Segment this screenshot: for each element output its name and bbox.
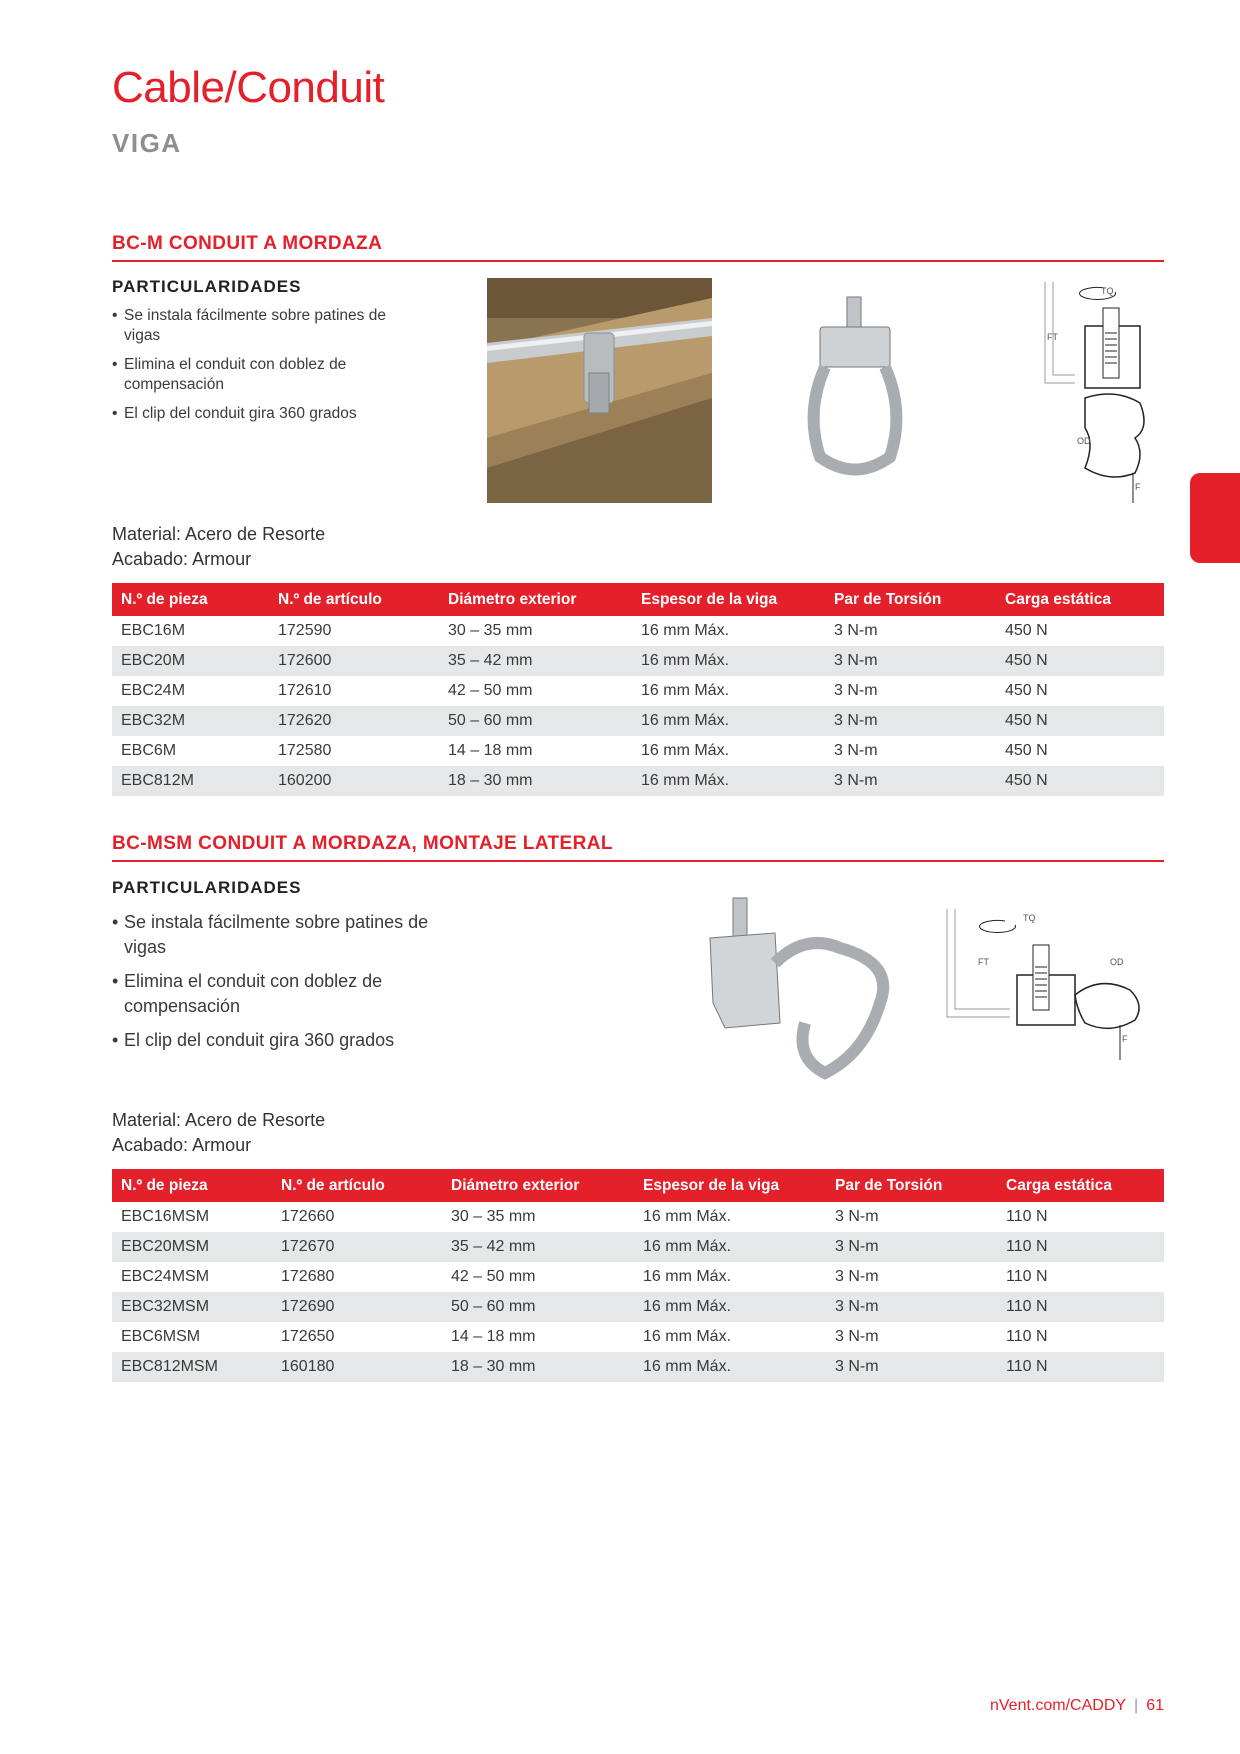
spec-table-bc-msm xyxy=(112,1169,1164,1382)
table-cell: EBC24M xyxy=(121,682,186,699)
table-cell: 3 N-m xyxy=(834,682,878,699)
page-footer xyxy=(990,1697,1164,1715)
column-header: Diámetro exterior xyxy=(439,583,632,616)
table-cell: 110 N xyxy=(997,1292,1164,1322)
table-row xyxy=(112,1232,1164,1262)
diagram-label-tq: TQ xyxy=(1023,913,1036,923)
table-cell: 16 mm Máx. xyxy=(632,766,825,796)
finish-text: Acabado: Armour xyxy=(112,549,252,569)
installed-product-photo xyxy=(487,278,712,503)
table-cell: EBC20M xyxy=(112,646,269,676)
table-cell: 16 mm Máx. xyxy=(634,1292,826,1322)
table-row xyxy=(112,736,1164,766)
features-title: PARTICULARIDADES xyxy=(112,878,302,897)
material-text: Material: Acero de Resorte xyxy=(112,524,326,544)
table-cell: 16 mm Máx. xyxy=(643,1208,732,1225)
table-cell: EBC6MSM xyxy=(121,1328,201,1345)
table-cell: 172620 xyxy=(269,706,439,736)
features-list xyxy=(112,306,414,433)
diagram-label-od: OD xyxy=(1110,957,1124,967)
column-header: N.º de artículo xyxy=(272,1169,442,1202)
table-row xyxy=(112,1202,1164,1232)
table-cell: 160180 xyxy=(272,1352,442,1382)
table-header-row xyxy=(112,583,1164,616)
table-cell: 172600 xyxy=(269,646,439,676)
table-cell: 110 N xyxy=(1006,1268,1048,1285)
table-cell: 110 N xyxy=(1006,1208,1048,1225)
table-cell: 16 mm Máx. xyxy=(643,1328,732,1345)
table-cell: 18 – 30 mm xyxy=(442,1352,634,1382)
table-cell: 16 mm Máx. xyxy=(634,1352,826,1382)
page-number: 61 xyxy=(1146,1697,1164,1714)
table-cell: 50 – 60 mm xyxy=(442,1292,634,1322)
table-cell: EBC6M xyxy=(121,742,177,759)
footer-site-link[interactable]: nVent.com/CADDY xyxy=(989,1697,1127,1714)
table-cell: EBC16MSM xyxy=(121,1208,210,1225)
table-cell: 16 mm Máx. xyxy=(643,1268,732,1285)
column-header: Par de Torsión xyxy=(826,1169,997,1202)
material-text: Material: Acero de Resorte xyxy=(112,1110,326,1130)
diagram-label-od: OD xyxy=(1077,436,1091,446)
diagram-label-tq: TQ xyxy=(1101,286,1114,296)
table-cell: 16 mm Máx. xyxy=(641,682,730,699)
table-row xyxy=(112,706,1164,736)
table-cell: 3 N-m xyxy=(826,1352,997,1382)
bc-m-technical-diagram xyxy=(1025,278,1160,508)
table-cell: 3 N-m xyxy=(835,1208,879,1225)
table-cell: 16 mm Máx. xyxy=(641,742,730,759)
table-cell: 3 N-m xyxy=(825,646,996,676)
column-header: Diámetro exterior xyxy=(442,1169,634,1202)
table-cell: EBC24MSM xyxy=(121,1268,210,1285)
table-cell: 42 – 50 mm xyxy=(448,682,533,699)
table-cell: 3 N-m xyxy=(825,766,996,796)
diagram-label-f: F xyxy=(1135,482,1141,492)
column-header: Espesor de la viga xyxy=(632,583,825,616)
feature-item: • Elimina el conduit con doblez de compensación xyxy=(112,969,444,1019)
column-header: Espesor de la viga xyxy=(634,1169,826,1202)
table-cell: 14 – 18 mm xyxy=(451,1328,536,1345)
column-header: N.º de pieza xyxy=(112,583,269,616)
table-header-row xyxy=(112,1169,1164,1202)
table-cell: 110 N xyxy=(997,1352,1164,1382)
table-row xyxy=(112,646,1164,676)
column-header: N.º de pieza xyxy=(112,1169,272,1202)
table-cell: 172580 xyxy=(278,742,332,759)
table-cell: 450 N xyxy=(1005,622,1048,639)
table-cell: 16 mm Máx. xyxy=(632,706,825,736)
table-cell: 450 N xyxy=(996,646,1164,676)
table-cell: 3 N-m xyxy=(835,1328,879,1345)
column-header: Carga estática xyxy=(997,1169,1164,1202)
table-cell: 450 N xyxy=(1005,682,1048,699)
table-row xyxy=(112,616,1164,646)
column-header: N.º de artículo xyxy=(269,583,439,616)
table-cell: EBC16M xyxy=(121,622,186,639)
table-cell: 16 mm Máx. xyxy=(632,646,825,676)
table-cell: 450 N xyxy=(1005,742,1048,759)
table-cell: 172590 xyxy=(278,622,332,639)
table-cell: 16 mm Máx. xyxy=(641,622,730,639)
table-cell: EBC32MSM xyxy=(112,1292,272,1322)
table-cell: 172690 xyxy=(272,1292,442,1322)
table-row xyxy=(112,1262,1164,1292)
finish-text: Acabado: Armour xyxy=(112,1135,252,1155)
feature-item: • El clip del conduit gira 360 grados xyxy=(112,1028,444,1053)
table-cell: 172680 xyxy=(281,1268,335,1285)
feature-item: • Se instala fácilmente sobre patines de vigas xyxy=(112,910,444,960)
table-cell: 110 N xyxy=(1006,1328,1048,1345)
table-cell: EBC812M xyxy=(112,766,269,796)
table-cell: 42 – 50 mm xyxy=(451,1268,536,1285)
table-cell: 50 – 60 mm xyxy=(439,706,632,736)
feature-item: • Elimina el conduit con doblez de compensación xyxy=(112,355,414,395)
section-heading-bc-m: BC-M CONDUIT A MORDAZA xyxy=(112,233,1164,262)
table-cell: 30 – 35 mm xyxy=(451,1208,536,1225)
table-row xyxy=(112,676,1164,706)
section-side-tab xyxy=(1190,473,1240,563)
table-cell: 3 N-m xyxy=(826,1292,997,1322)
table-cell: 172670 xyxy=(272,1232,442,1262)
feature-item: • El clip del conduit gira 360 grados xyxy=(112,404,414,424)
table-row xyxy=(112,1292,1164,1322)
table-cell: 30 – 35 mm xyxy=(448,622,533,639)
table-cell: EBC812MSM xyxy=(112,1352,272,1382)
table-cell: 35 – 42 mm xyxy=(439,646,632,676)
feature-item: • Se instala fácilmente sobre patines de vigas xyxy=(112,306,414,346)
bc-msm-technical-diagram xyxy=(945,905,1160,1065)
section-heading-bc-msm: BC-MSM CONDUIT A MORDAZA, MONTAJE LATERAL xyxy=(112,833,1164,862)
diagram-label-ft: FT xyxy=(978,957,989,967)
table-cell: 3 N-m xyxy=(826,1232,997,1262)
table-cell: 3 N-m xyxy=(834,742,878,759)
table-row xyxy=(112,766,1164,796)
diagram-label-f: F xyxy=(1122,1034,1128,1044)
table-cell: 18 – 30 mm xyxy=(439,766,632,796)
footer-separator: | xyxy=(1134,1697,1139,1714)
page-subtitle: VIGA xyxy=(112,128,182,158)
table-cell: EBC20MSM xyxy=(112,1232,272,1262)
table-cell: 172610 xyxy=(278,682,332,699)
diagram-label-ft: FT xyxy=(1047,332,1058,342)
table-cell: 450 N xyxy=(996,766,1164,796)
features-title: PARTICULARIDADES xyxy=(112,277,302,296)
features-list xyxy=(112,910,444,1062)
table-cell: 16 mm Máx. xyxy=(634,1232,826,1262)
spec-table-bc-m xyxy=(112,583,1164,796)
table-cell: 35 – 42 mm xyxy=(442,1232,634,1262)
table-cell: 160200 xyxy=(269,766,439,796)
table-row xyxy=(112,1352,1164,1382)
table-cell: 110 N xyxy=(997,1232,1164,1262)
page-title: Cable/Conduit xyxy=(112,63,385,112)
table-cell: 14 – 18 mm xyxy=(448,742,533,759)
table-cell: 172660 xyxy=(281,1208,335,1225)
table-cell: EBC32M xyxy=(112,706,269,736)
table-cell: 3 N-m xyxy=(835,1268,879,1285)
bc-m-clip-image xyxy=(795,292,935,492)
table-cell: 3 N-m xyxy=(825,706,996,736)
column-header: Par de Torsión xyxy=(825,583,996,616)
table-cell: 450 N xyxy=(996,706,1164,736)
bc-msm-clip-image xyxy=(705,893,915,1083)
column-header: Carga estática xyxy=(996,583,1164,616)
table-row xyxy=(112,1322,1164,1352)
table-cell: 3 N-m xyxy=(834,622,878,639)
table-cell: 172650 xyxy=(281,1328,335,1345)
